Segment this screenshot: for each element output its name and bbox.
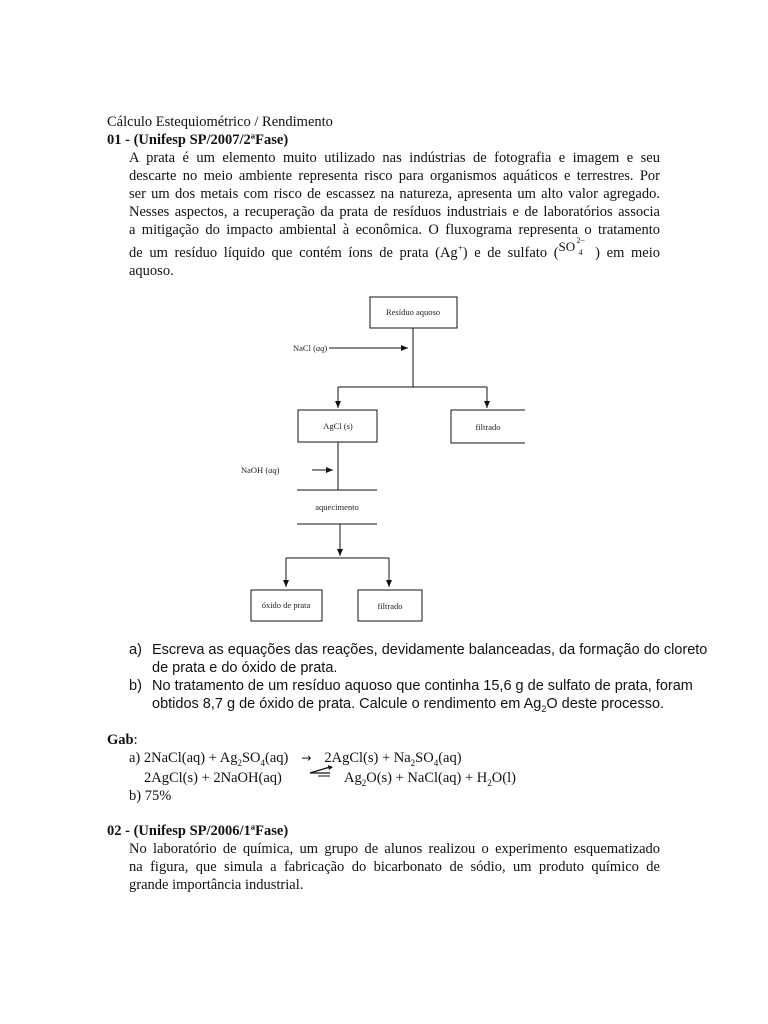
q1-paragraph-line: ser um dos metais com risco de escassez na natureza, apresenta um alto valor agregado.	[129, 186, 660, 202]
flow-label-nacl: NaCl (aq)	[293, 343, 328, 353]
q2-paragraph-line: No laboratório de química, um grupo de alunos realizou o experimento esquematizado	[129, 841, 660, 857]
item-b-label: b)	[129, 678, 142, 694]
flow-label-agcl: AgCl (s)	[323, 421, 353, 431]
answer-equation-2-reactants: 2AgCl(s) + 2NaOH(aq)	[144, 770, 282, 786]
flow-label-naoh: NaOH (aq)	[241, 465, 280, 475]
q2-paragraph-line: na figura, que simula a fabricação do bicarbonato de sódio, um produto químico de	[129, 859, 660, 875]
q1-paragraph-line: A prata é um elemento muito utilizado nas indústrias de fotografia e imagem e seu	[129, 150, 660, 166]
item-a-text: Escreva as equações das reações, devidamente balanceadas, da formação do cloreto	[152, 642, 708, 658]
reaction-arrow-icon: →	[301, 751, 312, 765]
answer-equation-1: a) 2NaCl(aq) + $Ag_2SO_4(aq)$ → 2AgCl(s) + $Na_2SO_4(aq)$	[129, 750, 462, 768]
flow-label-oxido: óxido de prata	[261, 600, 311, 610]
flow-label-filtrado-1: filtrado	[475, 422, 501, 432]
question-1-title: 01 - (Unifesp SP/2007/2ªFase)	[107, 132, 289, 148]
flow-label-residuo: Resíduo aquoso	[385, 307, 441, 317]
item-a-label: a)	[129, 642, 142, 658]
item-b-text-cont: obtidos 8,7 g de óxido de prata. Calcule o rendimento em $Ag_2O$ deste processo.	[152, 696, 665, 714]
q1-paragraph-line: Nesses aspectos, a recuperação da prata de resíduos industriais e de laboratórios associa	[129, 204, 660, 220]
item-b-text: No tratamento de um resíduo aquoso que continha 15,6 g de sulfato de prata, foram	[152, 678, 693, 694]
answer-b: b) 75%	[129, 788, 172, 804]
topic-heading: Cálculo Estequiométrico / Rendimento	[107, 114, 333, 130]
item-a-text-cont: de prata e do óxido de prata.	[152, 660, 338, 676]
q2-paragraph-last-line: grande importância industrial.	[129, 877, 304, 893]
q1-paragraph-line: a mitigação do impacto ambiental à econômica. O fluxograma representa o tratamento	[129, 222, 660, 238]
question-2-title: 02 - (Unifesp SP/2006/1ªFase)	[107, 823, 289, 839]
answer-equation-2-products: $Ag_2O(s)$ + NaCl(aq) + $H_2O(l)$	[344, 770, 516, 788]
flow-label-filtrado-2: filtrado	[377, 601, 403, 611]
q1-paragraph-line-ions: de um resíduo líquido que contém íons de prata (Ag+) e de sulfato ( SO 2− 4 ) em meio	[129, 236, 660, 261]
heat-reaction-arrow-icon	[308, 764, 334, 778]
q1-paragraph-line: descarte no meio ambiente representa risco para organismos aquáticos e terrestres. Por	[129, 168, 660, 184]
q1-paragraph-last-line: aquoso.	[129, 263, 174, 279]
answer-key-label: Gab:	[107, 732, 138, 748]
sulfate-formula: SO 2− 4	[558, 236, 586, 257]
flow-label-aquecimento: aquecimento	[315, 502, 359, 512]
